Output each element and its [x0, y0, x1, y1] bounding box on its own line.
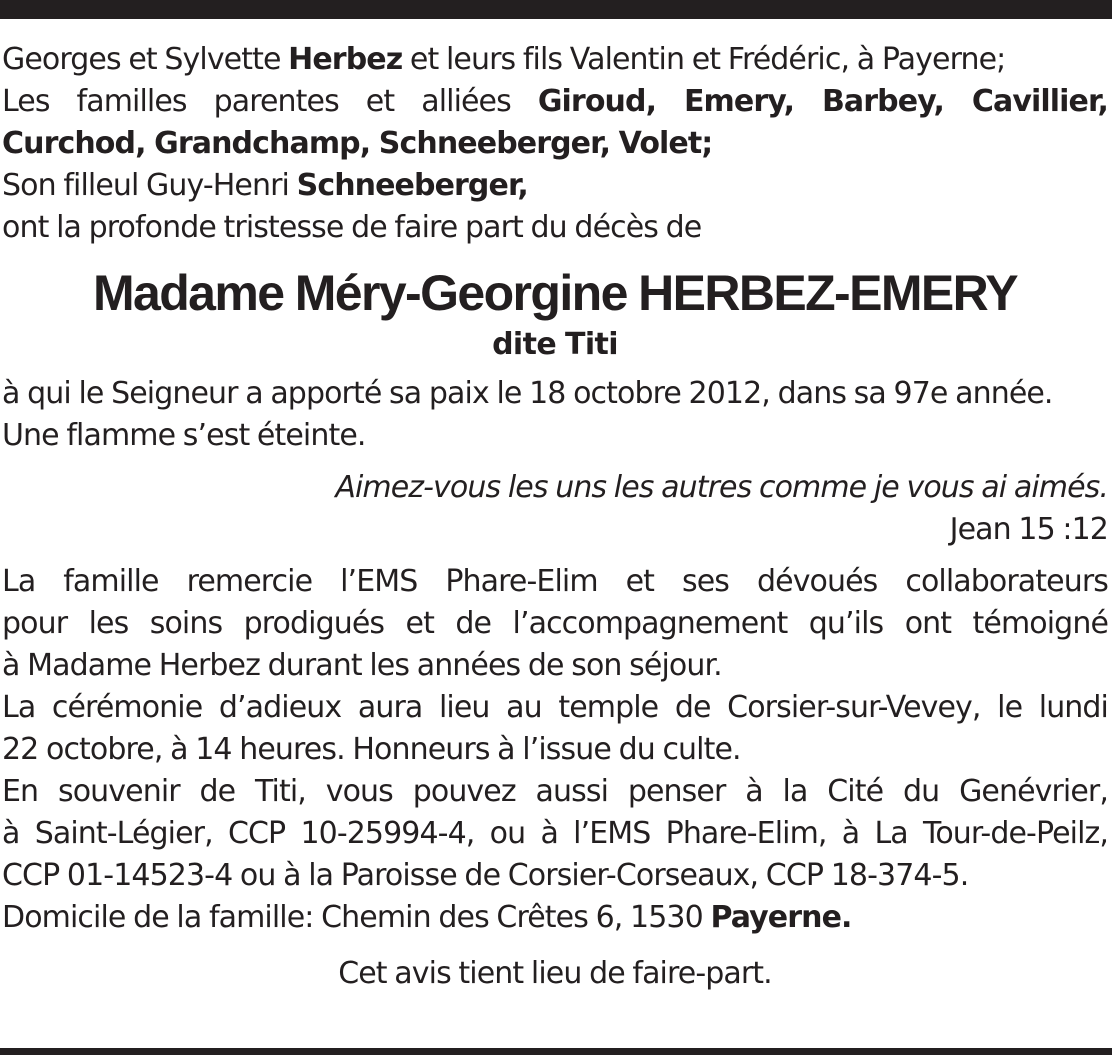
- family-surname: Herbez: [288, 42, 403, 77]
- family-line-5: ont la profonde tristesse de faire part du décès de: [2, 210, 702, 245]
- donations-line-2: à Saint-Légier, CCP 10-25994-4, ou à l’EMS Phare-Elim, à La Tour-de-Peilz,: [2, 816, 1108, 851]
- thanks-line-1: La famille remercie l’EMS Phare-Elim et ses dévoués collaborateurs: [2, 564, 1108, 599]
- family-line-3: [2, 123, 1108, 165]
- family-surnames: Giroud, Emery, Barbey, Cavillier,: [537, 84, 1108, 119]
- godson-surname: Schneeberger,: [296, 168, 528, 203]
- thanks-line-2: pour les soins prodigués et de l’accompagnement qu’ils ont témoigné: [2, 606, 1108, 641]
- deceased-name: Madame Méry-Georgine HERBEZ-EMERY: [92, 265, 1018, 321]
- bible-verse: Aimez-vous les uns les autres comme je vous ai aimés.: [335, 470, 1108, 505]
- domicile-address: Domicile de la famille: Chemin des Crêtes 6, 1530: [2, 900, 711, 935]
- donations-line-1: En souvenir de Titi, vous pouvez aussi penser à la Cité du Genévrier,: [2, 774, 1108, 809]
- bible-verse-reference: Jean 15 :12: [949, 512, 1108, 547]
- family-line-4: [2, 165, 1108, 207]
- donations-line-3: CCP 01-14523-4 ou à la Paroisse de Corsier-Corseaux, CCP 18-374-5.: [2, 858, 969, 893]
- family-text: Les familles parentes et alliées: [2, 84, 538, 119]
- ceremony-line-1: La cérémonie d’adieux aura lieu au temple de Corsier-sur-Vevey, le lundi: [2, 690, 1108, 725]
- domicile-town: Payerne.: [710, 900, 852, 935]
- family-text: et leurs fils Valentin et Frédéric, à Payerne;: [402, 42, 1006, 77]
- bottom-border-rule: [0, 1048, 1112, 1055]
- family-surnames: Curchod, Grandchamp, Schneeberger, Volet;: [2, 126, 713, 161]
- thanks-line-3: à Madame Herbez durant les années de son séjour.: [2, 648, 722, 683]
- domicile-line: [2, 897, 1108, 939]
- death-line-1: à qui le Seigneur a apporté sa paix le 18 octobre 2012, dans sa 97e année.: [2, 376, 1053, 411]
- deceased-nickname: dite Titi: [492, 327, 618, 362]
- death-line-2: Une flamme s’est éteinte.: [2, 418, 366, 453]
- family-line-2: [2, 81, 1108, 123]
- family-text: Son filleul Guy-Henri: [2, 168, 297, 203]
- closing-note: Cet avis tient lieu de faire-part.: [338, 956, 772, 991]
- death-notice: [2, 39, 1108, 995]
- ceremony-line-2: 22 octobre, à 14 heures. Honneurs à l’issue du culte.: [2, 732, 741, 767]
- family-text: Georges et Sylvette: [2, 42, 289, 77]
- family-line-1: [2, 39, 1108, 81]
- top-border-rule: [0, 0, 1112, 19]
